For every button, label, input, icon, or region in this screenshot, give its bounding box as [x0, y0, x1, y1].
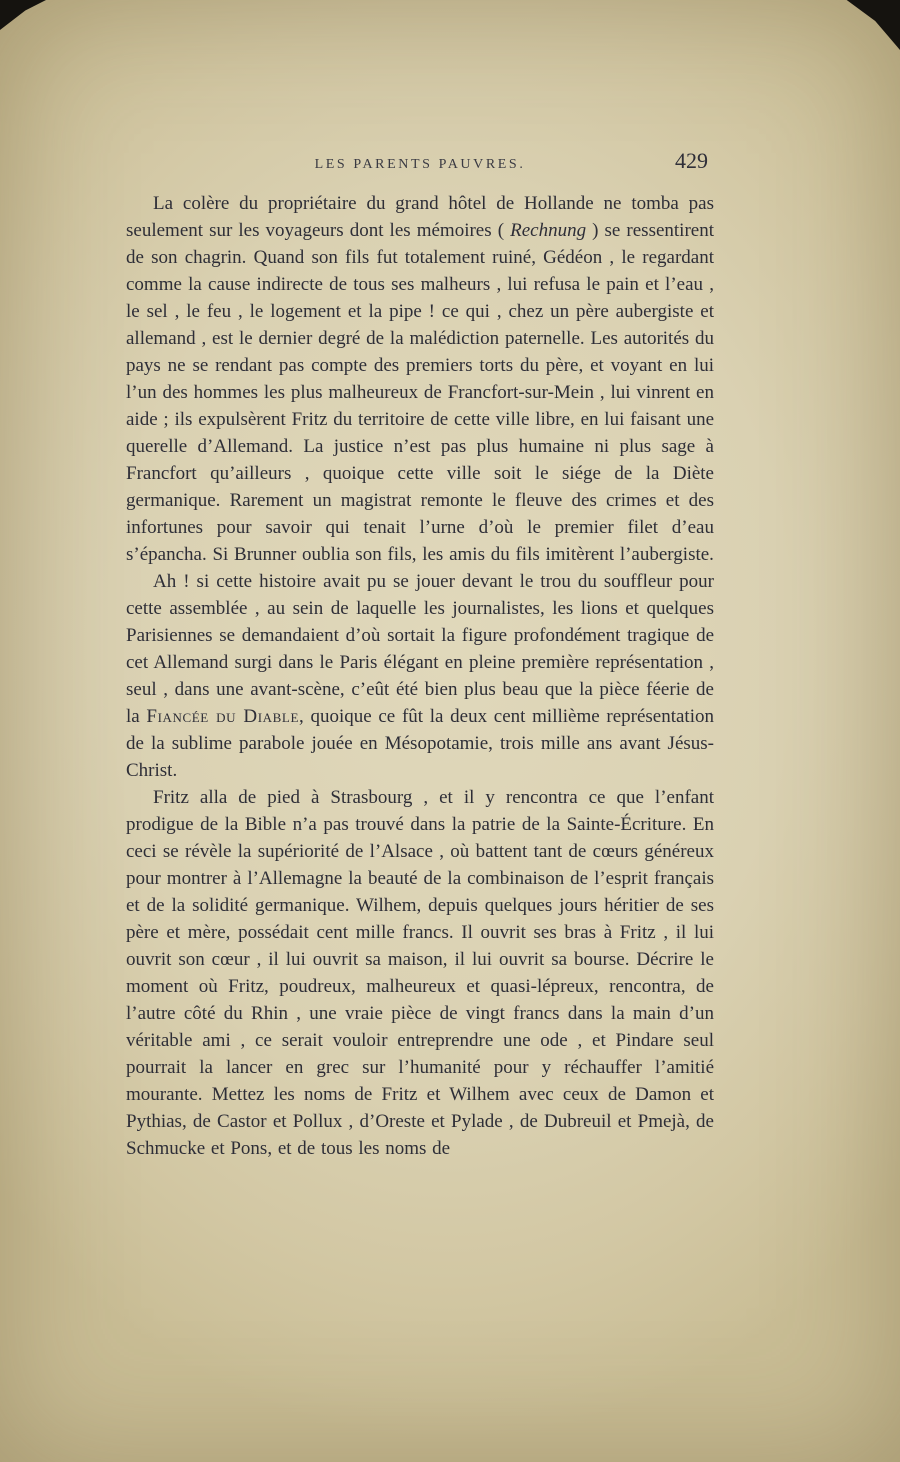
running-head	[126, 148, 714, 182]
paragraph-3	[126, 784, 714, 1162]
paragraph-2-text-pre: Ah ! si cette histoire avait pu se jouer devant le trou du souffleur pour cette assemblée , au sein de laquelle les journalistes, les lions et quelques Parisiennes se demandaient d’où sortait la figure profondément tragique de cet Allemand surgi dans le Paris élégant en pleine première représentation , seul , dans une avant-scène, c’eût été bien plus beau que la pièce féerie de la	[126, 571, 714, 727]
running-head-title: LES PARENTS PAUVRES.	[314, 157, 526, 172]
page-content	[126, 148, 714, 1162]
scan-artifact-top-right	[838, 0, 900, 50]
paragraph-1-text-post: ) se ressentirent de son chagrin. Quand son fils fut totalement ruiné, Gédéon , le regardant comme la cause indirecte de tous ses malheurs , lui refusa le pain et l’eau , le sel , le feu , le logement et la pipe ! ce qui , chez un père aubergiste et allemand , est le dernier degré de la malédiction paternelle. Les autorités du pays ne se rendant pas compte des premiers torts du père, et voyant en lui l’un des hommes les plus malheureux de Francfort-sur-Mein , lui vinrent en aide ; ils expulsèrent Fritz du territoire de cette ville libre, en lui faisant une querelle d’Allemand. La justice n’est pas plus humaine ni plus sage à Francfort qu’ailleurs , quoique cette ville soit le siége de la Diète germanique. Rarement un magistrat remonte le fleuve des crimes et des infortunes pour savoir qui tenait l’urne d’où le premier filet d’eau s’épancha. Si Brunner oublia son fils, les amis du fils imitèrent l’aubergiste.	[126, 220, 714, 565]
paragraph-2-smallcaps-term: Fiancée du Diable	[146, 706, 300, 727]
paragraph-1-text-pre: La colère du propriétaire du grand hôtel de Hollande ne tomba pas seulement sur les voyageurs dont les mémoires (	[126, 193, 714, 241]
paragraph-2-text-post: , quoique ce fût la deux cent millième représentation de la sublime parabole jouée en Mésopotamie, trois mille ans avant Jésus-Christ.	[126, 706, 714, 781]
page-number: 429	[675, 148, 708, 173]
paragraph-2	[126, 568, 714, 784]
text-block	[126, 190, 714, 1162]
scan-artifact-top-left	[0, 0, 46, 30]
paragraph-1-italic-term: Rechnung	[510, 220, 587, 241]
paragraph-3-text: Fritz alla de pied à Strasbourg , et il y rencontra ce que l’enfant prodigue de la Bible n’a pas trouvé dans la patrie de la Sainte-Écriture. En ceci se révèle la supériorité de l’Alsace , où battent tant de cœurs généreux pour montrer à l’Allemagne la beauté de la combinaison de l’esprit français et de la solidité germanique. Wilhem, depuis quelques jours héritier de ses père et mère, possédait cent mille francs. Il ouvrit ses bras à Fritz , il lui ouvrit son cœur , il lui ouvrit sa maison, il lui ouvrit sa bourse. Décrire le moment où Fritz, poudreux, malheureux et quasi-lépreux, rencontra, de l’autre côté du Rhin , une vraie pièce de vingt francs dans la main d’un véritable ami , ce serait vouloir entreprendre une ode , et Pindare seul pourrait la lancer en grec sur l’humanité pour y réchauffer l’amitié mourante. Mettez les noms de Fritz et Wilhem avec ceux de Damon et Pythias, de Castor et Pollux , d’Oreste et Pylade , de Dubreuil et Pmejà, de Schmucke et Pons, et de tous les noms de	[126, 787, 714, 1159]
paragraph-1	[126, 190, 714, 568]
